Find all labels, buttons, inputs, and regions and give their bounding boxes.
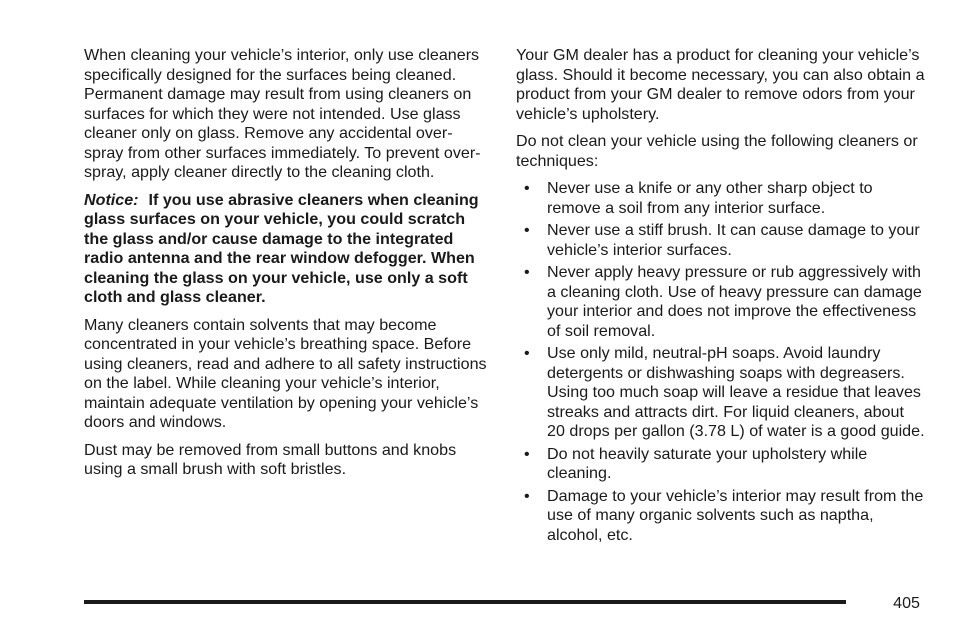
- list-item: [516, 487, 926, 546]
- techniques-intro: Do not clean your vehicle using the following cleaners or techniques:: [516, 132, 918, 170]
- footer-rule: [84, 600, 846, 604]
- right-column: [516, 46, 926, 548]
- list-item-text: Do not heavily saturate your upholstery while cleaning.: [547, 444, 868, 482]
- intro-paragraph: When cleaning your vehicle’s interior, only use cleaners specifically designed for the surfaces being cleaned. Permanent damage may result from using cleaners on surfaces for which they were not intended. Use glass cleaner only on glass. Remove any accidental over-spray from other surfaces immediately. To prevent over-spray, apply cleaner directly to the cleaning cloth.: [84, 46, 481, 181]
- list-item: [516, 263, 926, 341]
- bullet-icon: •: [524, 221, 530, 239]
- list-item: [516, 221, 926, 260]
- list-item-text: Use only mild, neutral-pH soaps. Avoid laundry detergents or dishwashing soaps with degreasers. Using too much soap will leave a residue that leaves streaks and attracts dirt. For liquid cleaners, about 20 drops per gallon (3.78 L) of water is a good guide.: [547, 344, 925, 440]
- solvents-paragraph: Many cleaners contain solvents that may become concentrated in your vehicle’s breathing space. Before using cleaners, read and adhere to all safety instructions on the label. While cleaning your vehicle’s interior, maintain adequate ventilation by opening your vehicle’s doors and windows.: [84, 315, 487, 431]
- page-number: 405: [893, 594, 920, 612]
- list-item-text: Never use a knife or any other sharp object to remove a soil from any interior surface.: [547, 179, 873, 217]
- bullet-icon: •: [524, 486, 530, 505]
- bullet-icon: •: [524, 344, 530, 362]
- bullet-icon: •: [524, 444, 530, 463]
- notice-paragraph: [84, 191, 488, 308]
- notice-label: Notice:: [84, 190, 139, 209]
- list-item-text: Never use a stiff brush. It can cause damage to your vehicle’s interior surfaces.: [547, 221, 920, 259]
- notice-text: If you use abrasive cleaners when cleaning glass surfaces on your vehicle, you could scratch the glass and/or cause damage to the integrated radio antenna and the rear window defogger. When cleaning the glass on your vehicle, use only a soft cloth and glass cleaner.: [84, 190, 479, 306]
- cleaning-techniques-list: [516, 179, 926, 545]
- dust-paragraph: Dust may be removed from small buttons and knobs using a small brush with soft bristles.: [84, 440, 457, 478]
- bullet-icon: •: [524, 179, 530, 197]
- list-item-text: Damage to your vehicle’s interior may result from the use of many organic solvents such as naptha, alcohol, etc.: [547, 486, 924, 544]
- list-item: [516, 179, 926, 218]
- list-item: [516, 445, 926, 484]
- list-item: [516, 344, 926, 442]
- left-column: [84, 46, 488, 488]
- dealer-paragraph: Your GM dealer has a product for cleaning your vehicle’s glass. Should it become necessary, you can also obtain a product from your GM dealer to remove odors from your vehicle’s upholstery.: [516, 46, 925, 123]
- list-item-text: Never apply heavy pressure or rub aggressively with a cleaning cloth. Use of heavy pressure can damage your interior and does not improve the effectiveness of soil removal.: [547, 263, 922, 340]
- bullet-icon: •: [524, 263, 530, 281]
